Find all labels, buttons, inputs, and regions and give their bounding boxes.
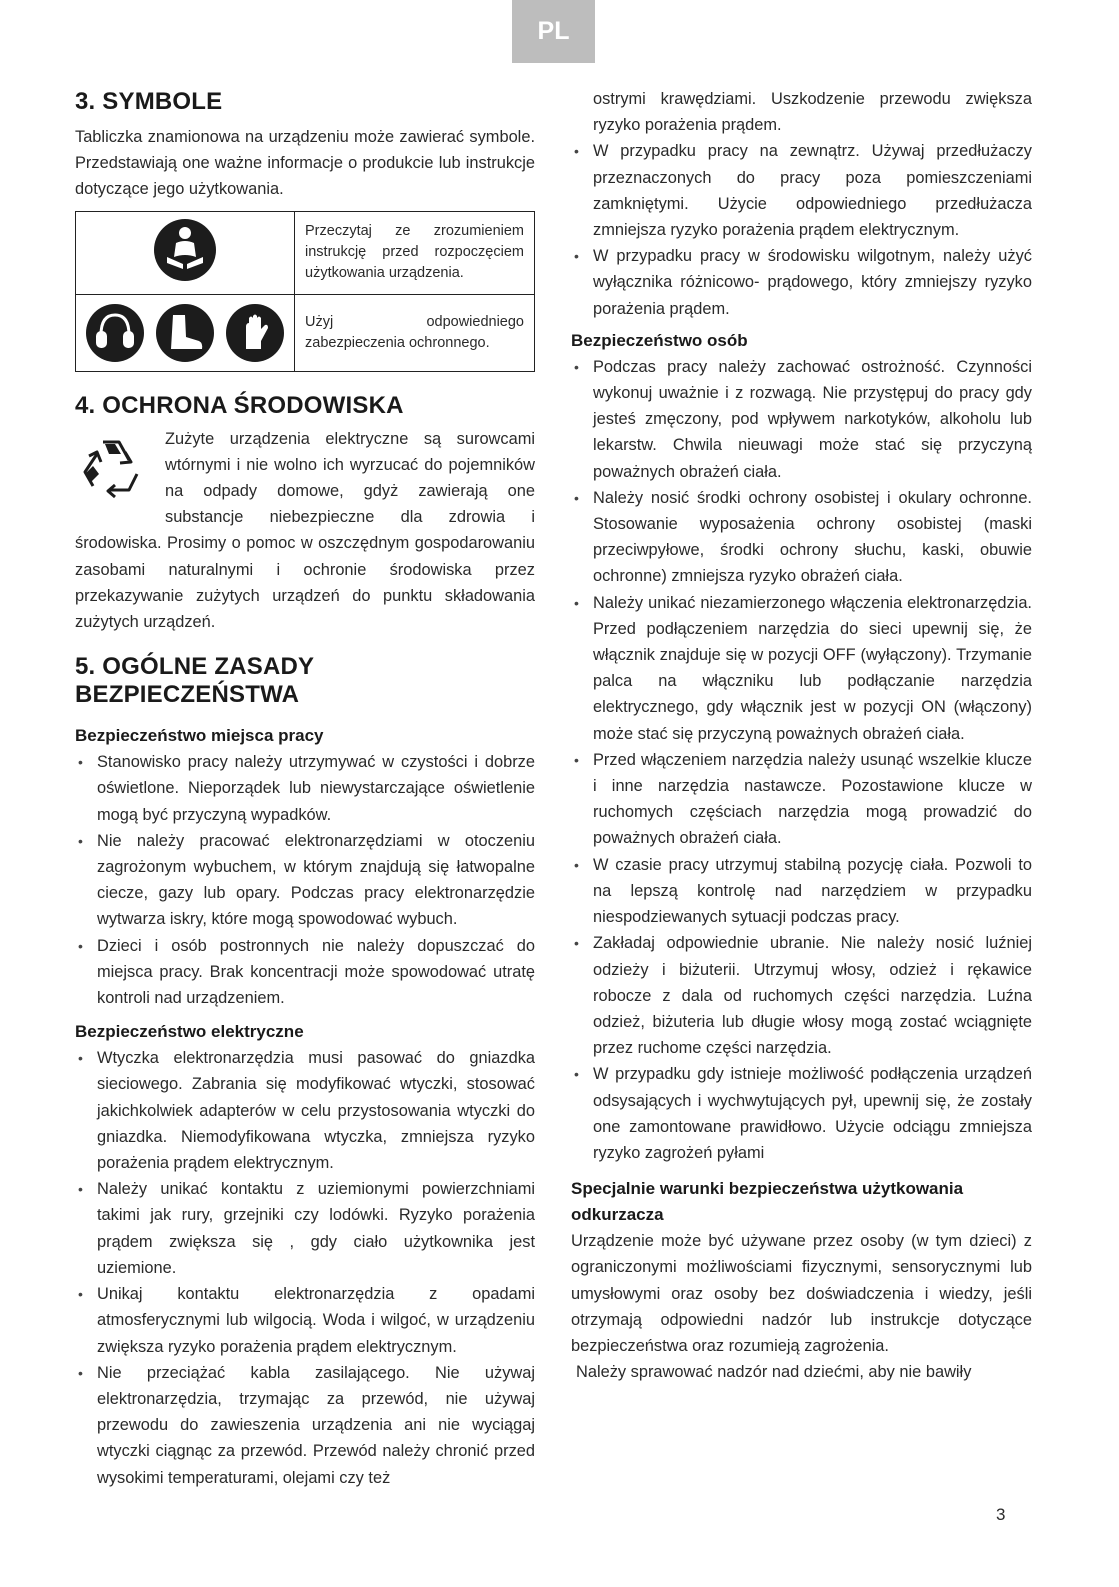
- page-number: 3: [996, 1505, 1006, 1524]
- symbol-protection-text: Użyj odpowiedniego zabezpieczenia ochronnego.: [305, 313, 524, 351]
- symbol-row-protection: [76, 294, 535, 371]
- safety-boots-icon: [155, 303, 215, 363]
- left-column: [75, 84, 535, 1491]
- section-5-title: 5. OGÓLNE ZASADY BEZPIECZEŃSTWA: [75, 653, 314, 709]
- work-safety-heading: Bezpieczeństwo miejsca pracy: [75, 726, 324, 746]
- electrical-safety-list: [75, 1045, 535, 1490]
- protective-gloves-icon: [225, 303, 285, 363]
- section-3-title: 3. SYMBOLE: [75, 88, 223, 115]
- list-item: • W przypadku pracy na zewnątrz. Używaj przedłużaczy przeznaczonych do pracy poza pomieszczeniami zamkniętymi. Użycie odpowiedniego przedłużacza zmniejsza ryzyko porażenia prądem elektrycznym.: [571, 138, 1032, 243]
- manual-icon-cell: [76, 211, 295, 294]
- protection-icons-cell: [76, 294, 295, 371]
- list-item: • Wtyczka elektronarzędzia musi pasować do gniazdka sieciowego. Zabrania się modyfikować wtyczki, stosować jakichkolwiek adapterów w celu przystosowania wtyczki do gniazdka. Niemodyfikowana wtyczka, zmniejsza ryzyko porażenia prądem elektrycznym.: [75, 1045, 535, 1176]
- manual-text-cell: [295, 211, 535, 294]
- section-4-body: [75, 426, 535, 636]
- continued-text: ostrymi krawędziami. Uszkodzenie przewodu zwiększa ryzyko porażenia prądem.: [593, 90, 1032, 135]
- list-item: • W czasie pracy utrzymuj stabilną pozycję ciała. Pozwoli to na lepszą kontrolę nad narzędziem w przypadku niespodziewanych sytuacji podczas pracy.: [571, 852, 1032, 931]
- section-4-title: 4. OCHRONA ŚRODOWISKA: [75, 391, 404, 419]
- electrical-safety-heading: Bezpieczeństwo elektryczne: [75, 1022, 304, 1042]
- recycle-icon: [75, 430, 155, 510]
- electrical-safety-list-continued: [571, 138, 1032, 321]
- vacuum-safety-heading: Specjalnie warunki bezpieczeństwa użytkowania odkurzacza: [571, 1179, 964, 1225]
- list-item: • Stanowisko pracy należy utrzymywać w czystości i dobrze oświetlone. Nieporządek lub niewystarczające oświetlenie mogą być przyczyną wypadków.: [75, 749, 535, 828]
- list-item: • Nie przeciążać kabla zasilającego. Nie używaj elektronarzędzia, trzymając za przewód, nie używaj przewodu do zawieszenia urządzenia ani nie wyciągaj wtyczki ciągnąc za przewód. Przewód należy chronić przed wysokimi temperaturami, olejami czy też: [75, 1360, 535, 1491]
- language-tab: [512, 0, 595, 63]
- list-item: • Nie należy pracować elektronarzędziami w otoczeniu zagrożonym wybuchem, w którym znajdują się łatwopalne ciecze, gazy lub opary. Podczas pracy elektronarzędzie wytwarza iskry, które mogą spowodować wybuch.: [75, 828, 535, 933]
- protection-icons: [77, 303, 293, 363]
- list-item: • Należy nosić środki ochrony osobistej i okulary ochronne. Stosowanie wyposażenia ochrony osobistej (maski przeciwpyłowe, środki ochrony słuchu, kaski, obuwie ochronne) zmniejsza ryzyko obrażeń ciała.: [571, 485, 1032, 590]
- list-item: • W przypadku gdy istnieje możliwość podłączenia urządzeń odsysających i wychwytujących pył, upewnij się, że zostały one zamontowane prawidłowo. Użycie odciągu zmniejsza ryzyko zagrożeń pyłami: [571, 1061, 1032, 1166]
- vacuum-safety-text: Urządzenie może być używane przez osoby (w tym dzieci) z ograniczonymi możliwościami fizycznymi, sensorycznymi lub umysłowymi oraz osoby bez doświadczenia i wiedzy, jeśli otrzymają odpowiedni nadzór lub instrukcje dotyczące bezpieczeństwa oraz rozumieją zagrożenia.: [571, 1232, 1032, 1355]
- list-item: • Zakładaj odpowiednie ubranie. Nie należy nosić luźniej odzieży i biżuterii. Utrzymuj włosy, odzież i rękawice robocze z dala od ruchomych części narzędzia. Luźna odzież, biżuteria lub długie włosy mogą zostać wciągnięte przez ruchome części narzędzia.: [571, 930, 1032, 1061]
- list-item: • Podczas pracy należy zachować ostrożność. Czynności wykonuj uważnie i z rozwagą. Nie przystępuj do pracy gdy jesteś zmęczony, pod wpływem narkotyków, alkoholu lub lekarstw. Chwila nieuwagi może stać się przyczyną poważnych obrażeń ciała.: [571, 354, 1032, 485]
- list-item: • Należy unikać kontaktu z uziemionymi powierzchniami takimi jak rury, grzejniki czy lodówki. Ryzyko porażenia prądem zwiększa się , gdy ciało użytkownika jest uziemione.: [75, 1176, 535, 1281]
- language-label: PL: [537, 17, 570, 45]
- list-item: • Należy unikać niezamierzonego włączenia elektronarzędzia. Przed podłączeniem narzędzia do sieci upewnij się, że włącznik znajduje się w pozycji OFF (wyłączony). Trzymanie palca na włączniku lub podłączanie narzędzia elektrycznego, gdy włącznik jest w pozycji ON (włączony) może stać się przyczyną poważnych obrażeń ciała.: [571, 590, 1032, 747]
- symbol-read-manual-text: Przeczytaj ze zrozumieniem instrukcję przed rozpoczęciem użytkowania urządzenia.: [305, 223, 524, 282]
- symbol-row-manual: [76, 211, 535, 294]
- section-4-text: Zużyte urządzenia elektryczne są surowcami wtórnymi i nie wolno ich wyrzucać do pojemników na odpady domowe, gdyż zawierają one substancje niebezpieczne dla zdrowia i środowiska. Prosimy o pomoc w oszczędnym gospodarowaniu zasobami naturalnymi i ochronie środowiska przez przekazywanie zużytych urządzeń do punktu składowania zużytych urządzeń.: [75, 429, 535, 632]
- list-item: • W przypadku pracy w środowisku wilgotnym, należy użyć wyłącznika różnicowo- prądowego, który zmniejszy ryzyko porażenia prądem.: [571, 243, 1032, 322]
- protection-text-cell: [295, 294, 535, 371]
- ear-protection-icon: [85, 303, 145, 363]
- personal-safety-list: [571, 354, 1032, 1166]
- symbols-table: [75, 211, 535, 372]
- vacuum-safety-text-2: Należy sprawować nadzór nad dziećmi, aby nie bawiły: [576, 1363, 972, 1382]
- list-item: • Przed włączeniem narzędzia należy usunąć wszelkie klucze i inne narzędzia nastawcze. Pozostawione klucze w ruchomych częściach narzędzia mogą prowadzić do poważnych obrażeń ciała.: [571, 747, 1032, 852]
- work-safety-list: [75, 749, 535, 1011]
- list-item: • Unikaj kontaktu elektronarzędzia z opadami atmosferycznymi lub wilgocią. Woda i wilgoć, w urządzeniu zwiększa ryzyko porażenia prądem elektrycznym.: [75, 1281, 535, 1360]
- read-manual-icon: [152, 217, 218, 283]
- section-3-intro: Tabliczka znamionowa na urządzeniu może zawierać symbole. Przedstawiają one ważne informacje o produkcie lub instrukcje dotyczące jego użytkowania.: [75, 128, 535, 199]
- personal-safety-heading: Bezpieczeństwo osób: [571, 330, 748, 350]
- list-item: • Dzieci i osób postronnych nie należy dopuszczać do miejsca pracy. Brak koncentracji może spowodować utratę kontroli nad urządzeniem.: [75, 933, 535, 1012]
- right-column: [571, 86, 1032, 1385]
